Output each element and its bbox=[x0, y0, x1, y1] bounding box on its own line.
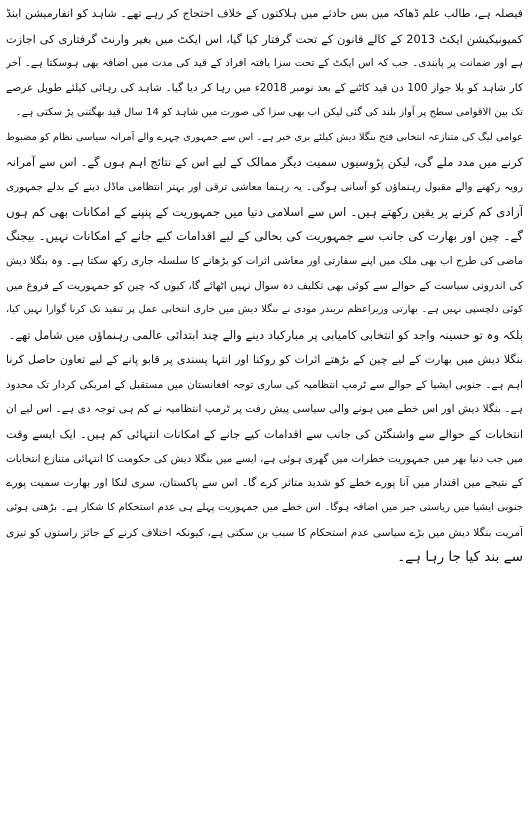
text-line: جنوبی ایشیا میں ریاستی جبر میں اضافہ ہوگا۔ اس خطے میں جمہوریت پہلے ہی عدم استحکام کا شکار ہے۔ بڑھتی ہوئی bbox=[6, 502, 523, 514]
text-line: کوئی دلچسپی نہیں ہے۔ بھارتی وزیراعظم نریندر مودی نے بنگلا دیش میں جاری انتخابی عمل پر تنقید تک کرنا گوارا نہیں کیا، bbox=[6, 304, 523, 316]
text-line: عوامی لیگ کی متنازعہ انتخابی فتح بنگلا دیش کیلئے بری خبر ہے۔ اس سے جمہوری چہرے والے آمرانہ سیاسی نظام کو مضبوط bbox=[6, 131, 523, 143]
text-line: آمریت بنگلا دیش میں بڑے سیاسی عدم استحکام کا سبب بن سکتی ہے، کیونکہ اختلاف کرنے کے جائز راستوں کو تیزی bbox=[6, 526, 523, 539]
text-line: رویہ رکھنے والے مقبول رہنماؤں کو آسانی ہوگی۔ یہ رہنما معاشی ترقی اور بہتر انتظامی ماڈل دینے کے بدلے جمہوری bbox=[6, 180, 523, 193]
text-line: تک بین الاقوامی سطح پر آواز بلند کی گئی لیکن اب بھی سزا کی صورت میں شاہد کو 14 سال قید بھگتنی پڑ سکتی ہے۔ bbox=[15, 106, 523, 118]
text-line: کی اندرونی سیاست کے حوالے سے کوئی بھی تکلیف دہ سوال نہیں اٹھائے گا، کیوں کہ چین کو جمہوریت کے فروغ میں bbox=[6, 279, 523, 292]
text-line: فیصلہ ہے، طالب علم ڈھاکہ میں بس حادثے میں ہلاکتوں کے خلاف احتجاج کر رہے تھے۔ شاہد کو انفارمیشن اینڈ bbox=[6, 7, 523, 20]
text-line: بنگلا دیش میں بھارت کے لیے چین کے بڑھتے اثرات کو روکنا اور انتہا پسندی پر قابو پانے کے لیے تعاون حاصل کرنا bbox=[6, 352, 523, 366]
text-line: کار شاہد کو بلا جواز 100 دن قید کاٹنے کے بعد نومبر 2018ء میں رہا کر دیا گیا۔ شاہد کی رہائی کیلئے طویل عرصے bbox=[6, 82, 523, 95]
text-line: میں جب دنیا بھر میں جمہوریت خطرات میں گھری ہوئی ہے، ایسے میں بنگلا دیش کی حکومت کا انتہائی متنازع انتخابات bbox=[6, 452, 523, 465]
text-line: کمیونیکیشن ایکٹ 2013 کے کالے قانون کے تحت گرفتار کیا گیا، اس ایکٹ میں بغیر وارنٹ گرفتاری کی اجازت bbox=[6, 31, 523, 46]
text-line: کرنے میں مدد ملے گی، لیکن پڑوسیوں سمیت دیگر ممالک کے لیے اس کے نتائج اہم ہوں گے۔ اس سے آمرانہ bbox=[6, 155, 523, 170]
paragraph-shahidul-alam-arrest bbox=[6, 2, 523, 126]
text-line: گے۔ چین اور بھارت کی جانب سے جمہوریت کی بحالی کے لیے اقدامات کیے جانے کے امکانات نہیں۔ بیجنگ bbox=[6, 229, 523, 244]
text-line: انتخابات کے حوالے سے واشنگٹن کی جانب سے اقدامات کیے جانے کے امکانات انتہائی کم ہیں۔ ایک ایسے وقت bbox=[6, 426, 523, 441]
text-line: ہے اور ضمانت پر پابندی۔ جب کہ اس ایکٹ کے تحت سزا یافتہ افراد کے قید کی مدت میں اضافہ بھی ہوسکتا ہے۔ آخر bbox=[6, 57, 523, 70]
text-line: اہم ہے۔ جنوبی ایشیا کے حوالے سے ٹرمپ انتظامیہ کی ساری توجہ افغانستان میں مستقبل کے امریکی کردار تک محدود bbox=[6, 378, 523, 391]
text-line: ماضی کی طرح اب بھی ملک میں اپنے سفارتی اور معاشی اثرات کو بڑھانے کا سلسلہ جاری رکھ سکتا ہے۔ وہ بنگلا دیش bbox=[6, 255, 523, 268]
text-line: ہے۔ بنگلا دیش اور اس خطے میں ہونے والی سیاسی پیش رفت پر ٹرمپ انتظامیہ نے کم ہی توجہ دی ہے۔ اس لیے ان bbox=[6, 403, 523, 416]
text-line: کے نتیجے میں اقتدار میں آنا پورے خطے کو شدید متاثر کرے گا۔ اس سے پاکستان، سری لنکا اور بھارت سمیت پورے bbox=[6, 476, 523, 490]
paragraph-awami-league-victory bbox=[6, 126, 523, 348]
paragraph-regional-impact bbox=[6, 348, 523, 570]
text-line: سے بند کیا جا رہا ہے۔ bbox=[397, 549, 523, 566]
text-line: آزادی کم کرنے پر یقین رکھتے ہیں۔ اس سے اسلامی دنیا میں جمہوریت کے پنپنے کے امکانات بھی کم ہوں bbox=[6, 204, 523, 219]
text-line: بلکہ وہ تو حسینہ واجد کو انتخابی کامیابی پر مبارکباد دینے والے چند ابتدائی عالمی رہنماؤں میں شامل تھے۔ bbox=[8, 328, 523, 343]
